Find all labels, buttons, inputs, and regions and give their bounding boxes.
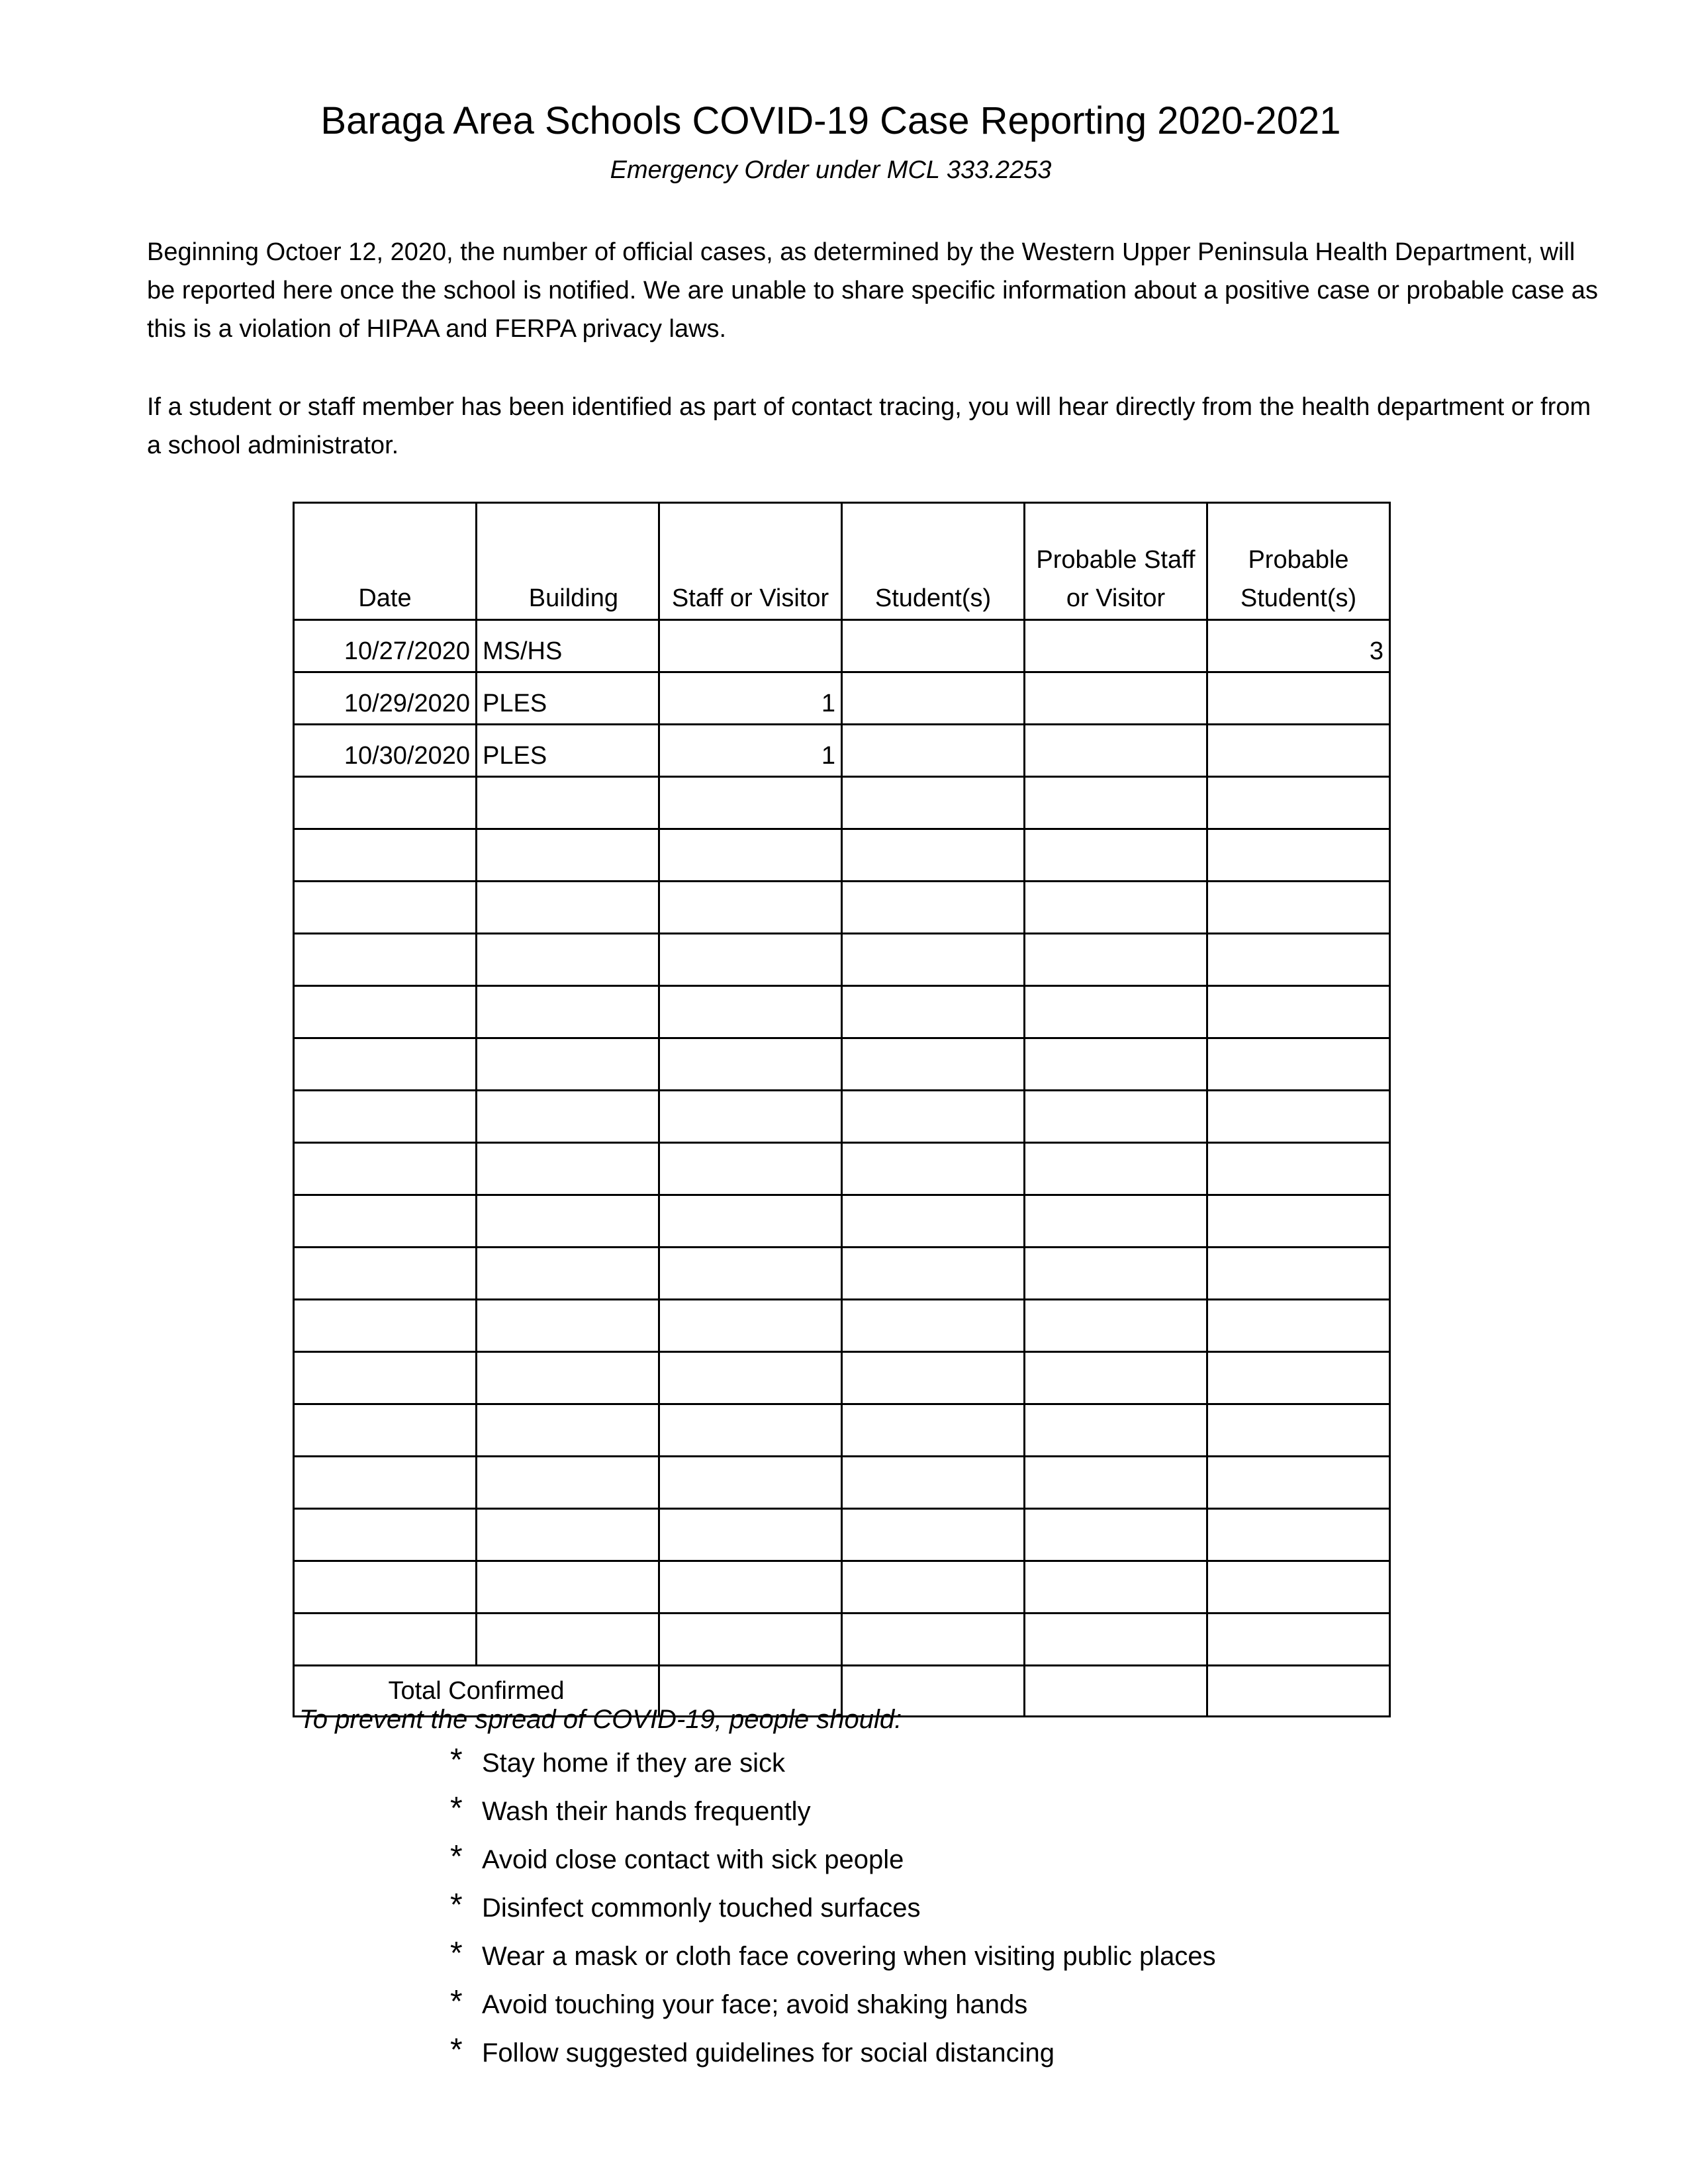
cell-students <box>842 1352 1025 1404</box>
cell-date <box>294 1091 477 1143</box>
cell-probable-staff-or-visitor <box>1025 777 1207 829</box>
table-row <box>294 1457 1390 1509</box>
prevention-item-text: Disinfect commonly touched surfaces <box>482 1893 921 1923</box>
cell-staff-or-visitor <box>659 1614 842 1666</box>
asterisk-bullet-icon: * <box>450 2032 463 2068</box>
table-row <box>294 725 1390 777</box>
cell-date <box>294 1509 477 1561</box>
cell-probable-staff-or-visitor <box>1025 1195 1207 1248</box>
cell-probable-students <box>1207 882 1390 934</box>
cell-staff-or-visitor <box>659 1195 842 1248</box>
total-probable-students <box>1207 1666 1390 1717</box>
cell-date <box>294 882 477 934</box>
cell-building <box>477 882 659 934</box>
cell-date <box>294 829 477 882</box>
asterisk-bullet-icon: * <box>450 1791 463 1826</box>
cell-date <box>294 1614 477 1666</box>
cell-date: 10/29/2020 <box>294 672 477 725</box>
cell-building: PLES <box>477 672 659 725</box>
cell-probable-students <box>1207 1038 1390 1091</box>
table-row <box>294 1195 1390 1248</box>
header-date: Date <box>294 503 477 620</box>
cell-students <box>842 1195 1025 1248</box>
cell-date <box>294 1457 477 1509</box>
cell-probable-students <box>1207 1614 1390 1666</box>
table-row <box>294 882 1390 934</box>
cell-probable-students <box>1207 829 1390 882</box>
cell-probable-staff-or-visitor <box>1025 672 1207 725</box>
cell-probable-students <box>1207 1195 1390 1248</box>
cell-probable-staff-or-visitor <box>1025 1038 1207 1091</box>
prevention-item <box>450 2034 1216 2083</box>
table-row <box>294 1300 1390 1352</box>
prevention-item <box>450 1841 1216 1889</box>
cell-students <box>842 1457 1025 1509</box>
cell-staff-or-visitor <box>659 882 842 934</box>
cell-building: MS/HS <box>477 620 659 672</box>
cell-date <box>294 934 477 986</box>
prevention-item-text: Wash their hands frequently <box>482 1797 811 1826</box>
header-probable-staff-or-visitor: Probable Staff or Visitor <box>1025 503 1207 620</box>
prevention-item-text: Avoid close contact with sick people <box>482 1845 904 1874</box>
cell-staff-or-visitor <box>659 620 842 672</box>
cell-probable-staff-or-visitor <box>1025 1143 1207 1195</box>
cell-probable-staff-or-visitor <box>1025 882 1207 934</box>
cell-probable-staff-or-visitor <box>1025 1509 1207 1561</box>
prevention-item-text: Avoid touching your face; avoid shaking hands <box>482 1990 1028 2019</box>
table-row <box>294 1404 1390 1457</box>
prevention-heading: To prevent the spread of COVID-19, people should: <box>299 1705 902 1734</box>
cell-building <box>477 1352 659 1404</box>
cell-date <box>294 1404 477 1457</box>
cell-staff-or-visitor <box>659 1404 842 1457</box>
cell-students <box>842 1404 1025 1457</box>
contact-tracing-paragraph: If a student or staff member has been identified as part of contact tracing, you will hear directly from the health department or from a school administrator. <box>147 393 1591 459</box>
cell-building <box>477 829 659 882</box>
cell-building <box>477 1091 659 1143</box>
cell-students <box>842 1561 1025 1614</box>
cell-staff-or-visitor <box>659 1091 842 1143</box>
cell-students <box>842 1248 1025 1300</box>
cell-staff-or-visitor <box>659 1300 842 1352</box>
cell-staff-or-visitor <box>659 1248 842 1300</box>
cell-probable-staff-or-visitor <box>1025 1404 1207 1457</box>
cell-staff-or-visitor <box>659 1038 842 1091</box>
cell-building: PLES <box>477 725 659 777</box>
cell-date: 10/27/2020 <box>294 620 477 672</box>
page-subtitle: Emergency Order under MCL 333.2253 <box>610 156 1052 184</box>
table-header-row <box>294 503 1390 620</box>
cell-probable-students <box>1207 1457 1390 1509</box>
cell-building <box>477 1195 659 1248</box>
cell-staff-or-visitor <box>659 1457 842 1509</box>
table-row <box>294 620 1390 672</box>
cell-students <box>842 1509 1025 1561</box>
cell-date <box>294 777 477 829</box>
cell-building <box>477 777 659 829</box>
cell-probable-staff-or-visitor <box>1025 1457 1207 1509</box>
case-reporting-table <box>293 502 1391 1717</box>
cell-probable-students <box>1207 1561 1390 1614</box>
prevention-item-text: Follow suggested guidelines for social distancing <box>482 2038 1055 2068</box>
cell-probable-students <box>1207 1248 1390 1300</box>
cell-staff-or-visitor <box>659 1509 842 1561</box>
cell-probable-staff-or-visitor <box>1025 1561 1207 1614</box>
cell-date <box>294 1248 477 1300</box>
table-row <box>294 1614 1390 1666</box>
asterisk-bullet-icon: * <box>450 1743 463 1778</box>
cell-students <box>842 1300 1025 1352</box>
cell-probable-staff-or-visitor <box>1025 1248 1207 1300</box>
table-row <box>294 1561 1390 1614</box>
table-row <box>294 1248 1390 1300</box>
cell-students <box>842 986 1025 1038</box>
cell-date: 10/30/2020 <box>294 725 477 777</box>
cell-probable-staff-or-visitor <box>1025 1352 1207 1404</box>
table-row <box>294 934 1390 986</box>
cell-probable-staff-or-visitor <box>1025 986 1207 1038</box>
cell-date <box>294 986 477 1038</box>
intro-paragraph: Beginning Octoer 12, 2020, the number of official cases, as determined by the Western Upper Peninsula Health Department, will be reported here once the school is notified. We are unable to share specific information about a positive case or probable case as this is a violation of HIPAA and FERPA privacy laws. <box>147 238 1598 343</box>
cell-probable-staff-or-visitor <box>1025 620 1207 672</box>
cell-students <box>842 1143 1025 1195</box>
cell-building <box>477 986 659 1038</box>
prevention-item <box>450 1793 1216 1841</box>
cell-probable-students <box>1207 986 1390 1038</box>
prevention-item <box>450 1986 1216 2034</box>
header-students: Student(s) <box>842 503 1025 620</box>
table-row <box>294 1509 1390 1561</box>
cell-probable-students: 3 <box>1207 620 1390 672</box>
header-building: Building <box>477 503 659 620</box>
page-title: Baraga Area Schools COVID-19 Case Reporting 2020-2021 <box>320 99 1341 142</box>
cell-students <box>842 1038 1025 1091</box>
asterisk-bullet-icon: * <box>450 1984 463 2019</box>
cell-probable-staff-or-visitor <box>1025 1614 1207 1666</box>
table-row <box>294 1352 1390 1404</box>
cell-staff-or-visitor <box>659 1561 842 1614</box>
cell-probable-staff-or-visitor <box>1025 1300 1207 1352</box>
cell-building <box>477 1038 659 1091</box>
cell-probable-staff-or-visitor <box>1025 829 1207 882</box>
cell-probable-students <box>1207 934 1390 986</box>
table-row <box>294 1091 1390 1143</box>
asterisk-bullet-icon: * <box>450 1936 463 1971</box>
cell-students <box>842 829 1025 882</box>
prevention-item <box>450 1889 1216 1938</box>
cell-staff-or-visitor <box>659 1352 842 1404</box>
cell-staff-or-visitor <box>659 986 842 1038</box>
prevention-list <box>450 1745 1216 2083</box>
cell-building <box>477 1457 659 1509</box>
cell-building <box>477 1561 659 1614</box>
cell-students <box>842 1091 1025 1143</box>
cell-students <box>842 725 1025 777</box>
cell-staff-or-visitor <box>659 1143 842 1195</box>
table-row <box>294 986 1390 1038</box>
cell-probable-students <box>1207 1091 1390 1143</box>
cell-date <box>294 1038 477 1091</box>
cell-building <box>477 1509 659 1561</box>
cell-date <box>294 1195 477 1248</box>
table-row <box>294 829 1390 882</box>
cell-staff-or-visitor <box>659 777 842 829</box>
cell-students <box>842 672 1025 725</box>
cell-building <box>477 1300 659 1352</box>
cell-probable-staff-or-visitor <box>1025 725 1207 777</box>
cell-probable-students <box>1207 777 1390 829</box>
prevention-item <box>450 1938 1216 1986</box>
cell-probable-students <box>1207 725 1390 777</box>
total-probable-staff-or-visitor <box>1025 1666 1207 1717</box>
total-confirmed-label: Total Confirmed <box>294 1666 659 1717</box>
cell-students <box>842 934 1025 986</box>
cell-probable-students <box>1207 1404 1390 1457</box>
cell-students <box>842 882 1025 934</box>
cell-probable-students <box>1207 1352 1390 1404</box>
cell-date <box>294 1561 477 1614</box>
cell-staff-or-visitor <box>659 934 842 986</box>
prevention-item-text: Stay home if they are sick <box>482 1749 785 1778</box>
cell-date <box>294 1300 477 1352</box>
cell-students <box>842 777 1025 829</box>
table-row <box>294 672 1390 725</box>
cell-building <box>477 1248 659 1300</box>
cell-probable-students <box>1207 672 1390 725</box>
cell-building <box>477 1143 659 1195</box>
cell-building <box>477 1614 659 1666</box>
cell-date <box>294 1352 477 1404</box>
cell-building <box>477 934 659 986</box>
cell-staff-or-visitor: 1 <box>659 725 842 777</box>
table-row <box>294 1038 1390 1091</box>
asterisk-bullet-icon: * <box>450 1839 463 1874</box>
cell-date <box>294 1143 477 1195</box>
prevention-item-text: Wear a mask or cloth face covering when visiting public places <box>482 1942 1216 1971</box>
asterisk-bullet-icon: * <box>450 1888 463 1923</box>
cell-probable-staff-or-visitor <box>1025 934 1207 986</box>
header-probable-students: Probable Student(s) <box>1207 503 1390 620</box>
cell-students <box>842 620 1025 672</box>
cell-staff-or-visitor <box>659 829 842 882</box>
cell-probable-students <box>1207 1509 1390 1561</box>
prevention-item <box>450 1745 1216 1793</box>
cell-probable-students <box>1207 1143 1390 1195</box>
cell-students <box>842 1614 1025 1666</box>
cell-probable-students <box>1207 1300 1390 1352</box>
cell-probable-staff-or-visitor <box>1025 1091 1207 1143</box>
cell-building <box>477 1404 659 1457</box>
header-staff-or-visitor: Staff or Visitor <box>659 503 842 620</box>
table-row <box>294 1143 1390 1195</box>
table-row <box>294 777 1390 829</box>
cell-staff-or-visitor: 1 <box>659 672 842 725</box>
